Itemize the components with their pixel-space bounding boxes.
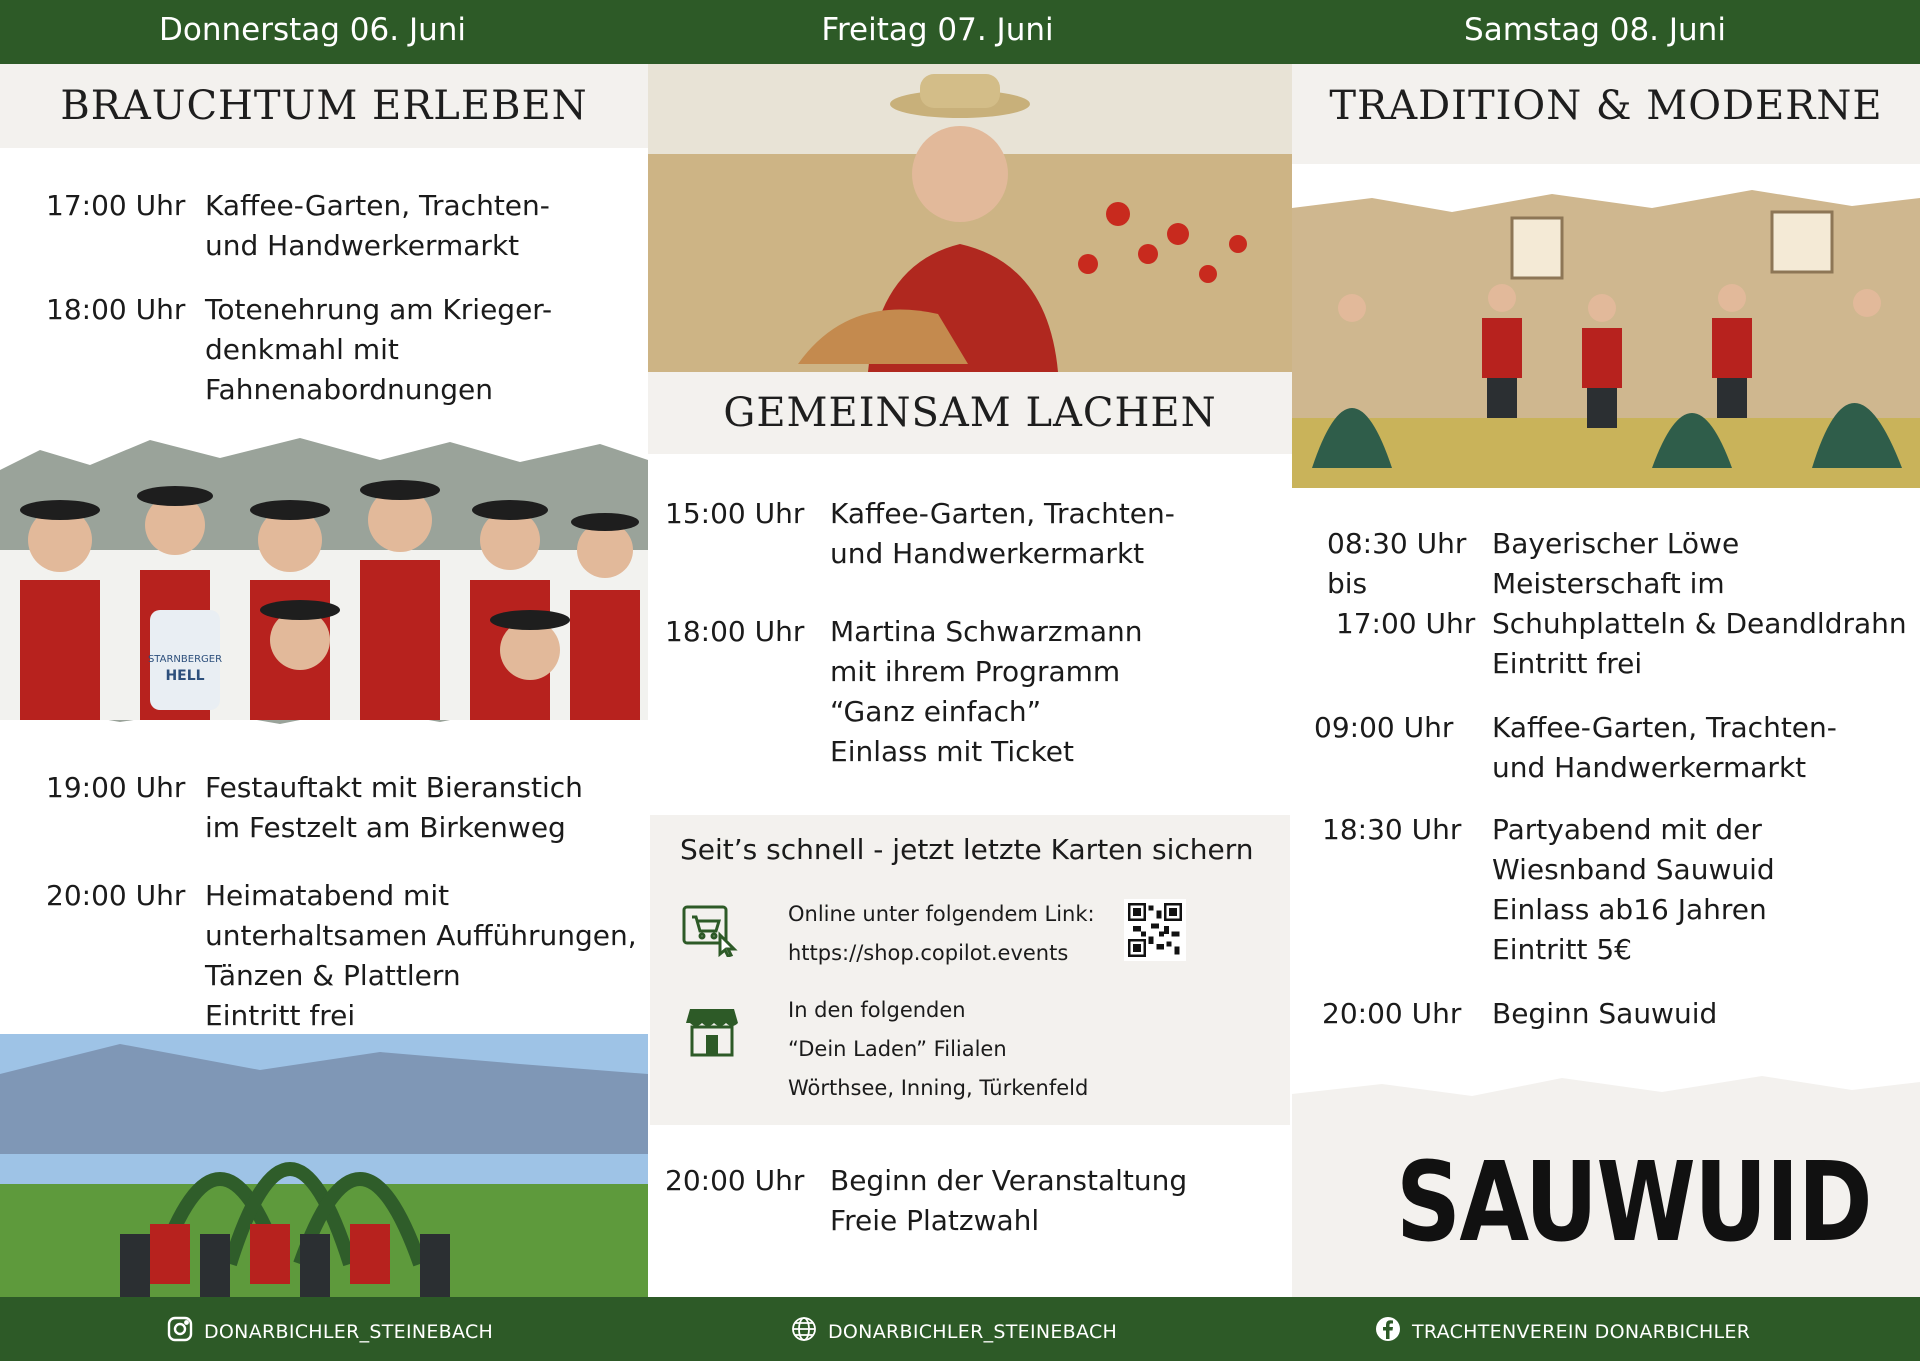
dance-photo: [1292, 168, 1920, 494]
event-time: 18:00 Uhr: [46, 293, 186, 326]
friday-heading: GEMEINSAM LACHEN: [648, 372, 1292, 454]
store-text-2: “Dein Laden” Filialen: [788, 1037, 1007, 1061]
group-photo-dance: [0, 1034, 648, 1297]
event-time: 20:00 Uhr: [46, 879, 186, 912]
event-description: Heimatabend mit unterhaltsamen Aufführungen, Tänzen & Plattlern Eintritt frei: [205, 879, 637, 1032]
svg-text:STARNBERGER: STARNBERGER: [147, 654, 223, 665]
footer-facebook[interactable]: [1374, 1315, 1750, 1348]
store-text-3: Wörthsee, Inning, Türkenfeld: [788, 1076, 1089, 1100]
event-time: 18:00 Uhr: [665, 615, 805, 648]
event-time: 08:30 Uhr bis 17:00 Uhr: [1327, 527, 1476, 640]
thursday-heading: BRAUCHTUM ERLEBEN: [0, 64, 648, 148]
day-saturday: Samstag 08. Juni: [1464, 12, 1726, 48]
website-handle: DONARBICHLER_STEINEBACH: [828, 1320, 1118, 1343]
event-time: 17:00 Uhr: [46, 189, 186, 222]
event-time: 20:00 Uhr: [665, 1164, 805, 1197]
event-description: Totenehrung am Krieger- denkmahl mit Fahnenabordnungen: [205, 293, 553, 406]
event-description: Kaffee-Garten, Trachten- und Handwerkermarkt: [205, 189, 550, 262]
event-time: 15:00 Uhr: [665, 497, 805, 530]
online-link[interactable]: https://shop.copilot.events: [788, 941, 1069, 965]
thursday-column: [0, 64, 648, 1297]
store-icon: [686, 1005, 738, 1057]
footer-bar: [0, 1297, 1920, 1361]
event-time: 20:00 Uhr: [1322, 997, 1462, 1030]
svg-text:HELL: HELL: [165, 668, 205, 684]
online-shop-icon: [682, 905, 738, 957]
event-description: Beginn der Veranstaltung Freie Platzwahl: [830, 1164, 1188, 1237]
day-thursday: Donnerstag 06. Juni: [159, 12, 466, 48]
footer-instagram[interactable]: [166, 1315, 493, 1348]
top-bar: [0, 0, 1920, 64]
online-text-1: Online unter folgendem Link:: [788, 902, 1095, 926]
event-description: Bayerischer Löwe Meisterschaft im Schuhplatteln & Deandldrahn Eintritt frei: [1492, 527, 1907, 680]
sauwuid-logo: SAUWUID: [1396, 1138, 1871, 1266]
facebook-handle: TRACHTENVEREIN DONARBICHLER: [1412, 1320, 1751, 1343]
group-photo-men: [0, 430, 648, 730]
artist-photo: [648, 64, 1292, 372]
day-friday: Freitag 07. Juni: [821, 12, 1054, 48]
globe-icon: [790, 1315, 818, 1348]
qr-code-icon[interactable]: [1124, 899, 1186, 961]
event-time: 18:30 Uhr: [1322, 813, 1462, 846]
event-description: Kaffee-Garten, Trachten- und Handwerkermarkt: [830, 497, 1175, 570]
instagram-icon: [166, 1315, 194, 1348]
event-time: 19:00 Uhr: [46, 771, 186, 804]
event-description: Festauftakt mit Bieranstich im Festzelt am Birkenweg: [205, 771, 583, 844]
store-text-1: In den folgenden: [788, 998, 966, 1022]
event-description: Partyabend mit der Wiesnband Sauwuid Einlass ab16 Jahren Eintritt 5€: [1492, 813, 1775, 966]
ticket-info-box: [650, 815, 1290, 1125]
event-description: Kaffee-Garten, Trachten- und Handwerkermarkt: [1492, 711, 1837, 784]
event-description: Beginn Sauwuid: [1492, 997, 1718, 1030]
saturday-heading: TRADITION & MODERNE: [1292, 64, 1920, 164]
ticket-title: Seit’s schnell - jetzt letzte Karten sichern: [680, 833, 1254, 866]
facebook-icon: [1374, 1315, 1402, 1348]
footer-website[interactable]: [790, 1315, 1117, 1348]
saturday-column: [1292, 64, 1920, 1297]
event-time: 09:00 Uhr: [1314, 711, 1454, 744]
instagram-handle: DONARBICHLER_STEINEBACH: [204, 1320, 494, 1343]
event-description: Martina Schwarzmann mit ihrem Programm “Ganz einfach” Einlass mit Ticket: [830, 615, 1143, 768]
